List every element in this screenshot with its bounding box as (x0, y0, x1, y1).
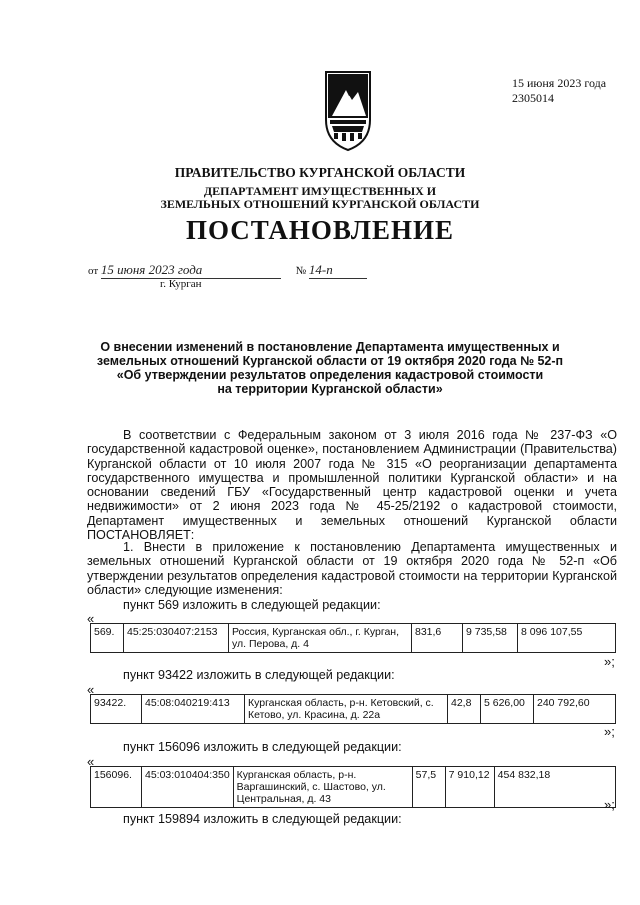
cell-rate: 5 626,00 (481, 695, 534, 724)
quote-close-1: »; (604, 654, 615, 669)
department-title-line1: ДЕПАРТАМЕНТ ИМУЩЕСТВЕННЫХ И (203, 184, 437, 198)
coat-of-arms-icon (312, 70, 384, 152)
government-title: ПРАВИТЕЛЬСТВО КУРГАНСКОЙ ОБЛАСТИ (174, 165, 466, 180)
doc-meta (512, 76, 606, 106)
handwritten-date: 15 июня 2023 года (100, 262, 203, 277)
cell-cadastral: 45:25:030407:2153 (124, 624, 229, 653)
quote-open-2: « (87, 682, 95, 697)
table-row (91, 624, 616, 653)
number-label: № (295, 265, 307, 277)
date-from-label: от (88, 265, 99, 277)
cell-value: 8 096 107,55 (518, 624, 616, 653)
cell-value: 240 792,60 (534, 695, 616, 724)
city-label: г. Курган (160, 278, 202, 290)
title-line1: О внесении изменений в постановление Департамента имущественных и (100, 340, 560, 354)
record-table-569 (90, 623, 616, 653)
number-field (309, 262, 367, 279)
table-row (91, 767, 616, 808)
cell-area: 42,8 (448, 695, 481, 724)
cell-address: Курганская область, р-н. Варгашинский, с. Шастово, ул. Центральная, д. 43 (233, 767, 412, 808)
table-row (91, 695, 616, 724)
item-label-93422: пункт 93422 изложить в следующей редакции: (123, 668, 395, 682)
record-table-93422 (90, 694, 616, 724)
item-label-569: пункт 569 изложить в следующей редакции: (123, 598, 381, 612)
cell-num: 93422. (91, 695, 142, 724)
item-label-159894: пункт 159894 изложить в следующей редакции: (123, 812, 402, 826)
quote-close-3: »; (604, 797, 615, 812)
preamble-paragraph: В соответствии с Федеральным законом от 3 июля 2016 года № 237-ФЗ «О государственной кадастровой оценке», постановлением Администрации (Правительства) Курганской области от 10 июля 2007 года № 315 «О реорганизации департамента государственного имущества и промышленной политики Курганской области» и на основании сведений ГБУ «Государственный центр кадастровой оценки и учета недвижимости» от 2 июня 2023 года № 45-25/2192 о кадастровой стоимости, Департамент имущественных и земельных отношений Курганской области ПОСТАНОВЛЯЕТ: (87, 428, 617, 543)
cell-address: Курганская область, р-н. Кетовский, с. Кетово, ул. Красина, д. 22а (245, 695, 448, 724)
title-line3: «Об утверждении результатов определения кадастровой стоимости (116, 368, 544, 382)
doc-date: 15 июня 2023 года (512, 76, 607, 90)
cell-address: Россия, Курганская обл., г. Курган, ул. Перова, д. 4 (229, 624, 412, 653)
cell-cadastral: 45:03:010404:350 (142, 767, 234, 808)
quote-close-2: »; (604, 724, 615, 739)
doc-code: 2305014 (512, 91, 554, 105)
title-line2: земельных отношений Курганской области от 19 октября 2020 года № 52-п (96, 354, 564, 368)
date-field (101, 262, 281, 279)
cell-cadastral: 45:08:040219:413 (142, 695, 245, 724)
cell-num: 569. (91, 624, 124, 653)
handwritten-number: 14-п (308, 262, 333, 277)
cell-value: 454 832,18 (494, 767, 615, 808)
title-line4: на территории Курганской области» (217, 382, 443, 396)
cell-area: 831,6 (412, 624, 463, 653)
document-type: ПОСТАНОВЛЕНИЕ (185, 215, 455, 245)
document-title (90, 340, 570, 396)
cell-num: 156096. (91, 767, 142, 808)
cell-rate: 7 910,12 (445, 767, 494, 808)
cell-rate: 9 735,58 (463, 624, 518, 653)
department-title-line2: ЗЕМЕЛЬНЫХ ОТНОШЕНИЙ КУРГАНСКОЙ ОБЛАСТИ (160, 197, 480, 211)
date-line (88, 262, 367, 279)
quote-open-1: « (87, 611, 95, 626)
quote-open-3: « (87, 754, 95, 769)
department-title (0, 185, 640, 211)
record-table-156096 (90, 766, 616, 808)
cell-area: 57,5 (412, 767, 445, 808)
clause-1-paragraph: 1. Внести в приложение к постановлению Департамента имущественных и земельных отношений Курганской области от 19 октября 2020 года № 52-п «Об утверждении результатов определения кадастровой стоимости на территории Курганской области» следующие изменения: (87, 540, 617, 597)
item-label-156096: пункт 156096 изложить в следующей редакции: (123, 740, 402, 754)
